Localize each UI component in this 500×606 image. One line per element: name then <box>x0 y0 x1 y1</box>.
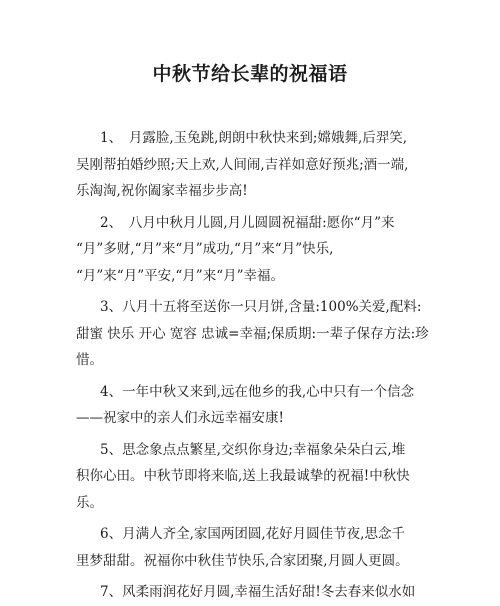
paragraph-3-line: 惜。 <box>76 352 103 368</box>
paragraph-4-line: 4、一年中秋又来到,远在他乡的我,心中只有一个信念 <box>100 383 415 400</box>
paragraph-5-line: 积你心田。中秋节即将来临,送上我最诚挚的祝福!中秋快 <box>76 468 410 484</box>
paragraph-4-line: ——祝家中的亲人们永远幸福安康! <box>76 410 284 426</box>
paragraph-3-line: 甜蜜 快乐 开心 宽容 忠诚=幸福;保质期:一辈子保存方法:珍 <box>76 325 429 342</box>
document-body <box>76 125 436 606</box>
paragraph-2-line: “月”多财,“月”来“月”成功,“月”来“月”快乐, <box>76 241 334 257</box>
paragraph-3-line: 3、八月十五将至送你一只月饼,含量:100%关爱,配料: <box>100 299 422 315</box>
paragraph-7-line: 7、风柔雨润花好月圆,幸福生活好甜!冬去春来似水如 <box>100 584 416 600</box>
paragraph-1-line: 吴刚帮拍婚纱照;天上欢,人间闹,吉祥如意好预兆;酒一端, <box>76 156 409 173</box>
paragraph-1-line: 乐淘淘,祝你阖家幸福步步高! <box>76 183 248 199</box>
paragraph-5-line: 5、思念象点点繁星,交织你身边;幸福象朵朵白云,堆 <box>100 441 406 458</box>
paragraph-6-line: 6、月满人齐全,家国两团圆,花好月圆佳节夜,思念千 <box>100 526 405 542</box>
document-title: 中秋节给长辈的祝福语 <box>152 63 348 85</box>
paragraph-5-line: 乐。 <box>76 494 103 511</box>
paragraph-6-line: 里梦甜甜。祝福你中秋佳节快乐,合家团聚,月圆人更圆。 <box>76 552 409 569</box>
paragraph-2-line: “月”来“月”平安,“月”来“月”幸福。 <box>76 267 285 284</box>
paragraph-2-line: 2、 八月中秋月儿圆,月儿圆圆祝福甜:愿你“月”来 <box>100 214 395 231</box>
paragraph-1-line: 1、 月露脸,玉兔跳,朗朗中秋快来到;嫦娥舞,后羿笑, <box>100 130 408 146</box>
